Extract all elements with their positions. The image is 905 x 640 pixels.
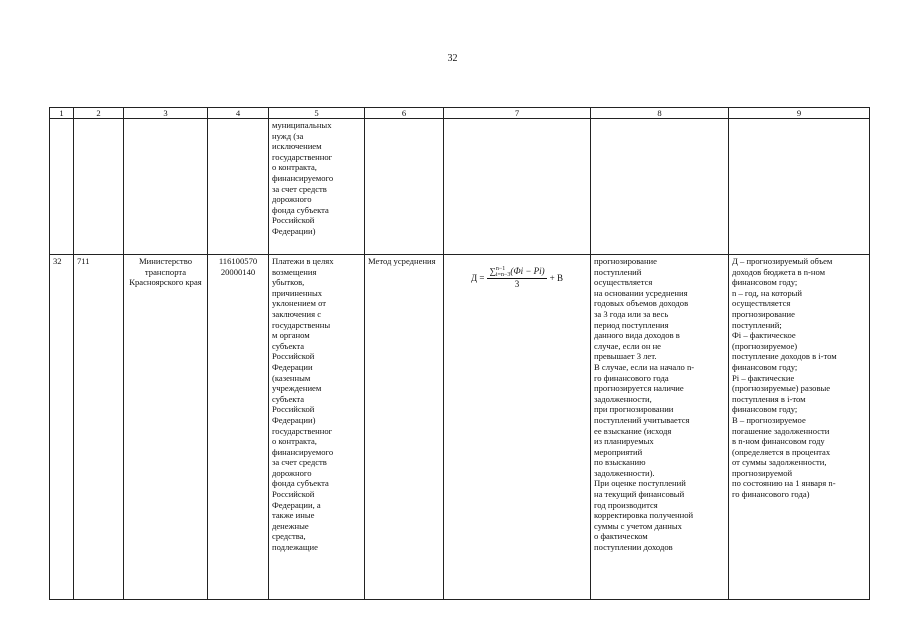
- kbk-code-cell: 116100570 20000140: [208, 255, 269, 600]
- column-header: 8: [591, 108, 729, 119]
- formula-fraction: [487, 266, 546, 290]
- column-number-row: [50, 108, 870, 119]
- payment-description-cell: муниципальных нужд (за исключением государственног о контракта, финансируемого за счет средств дорожного фонда субъекта Российской Федерации): [269, 119, 365, 255]
- revenue-forecast-table: [49, 107, 870, 600]
- column-header: 1: [50, 108, 74, 119]
- payment-description-cell: Платежи в целях возмещения убытков, причиненных уклонением от заключения с государственны м органом субъекта Российской Федерации (казенным учреждением субъекта Российской Федерации) государственног о контракта, финансируемого за счет средств дорожного фонда субъекта Российской Федерации, а также иные денежные средства, подлежащие: [269, 255, 365, 600]
- formula-rhs: + В: [549, 272, 563, 283]
- table-cell: [124, 119, 208, 255]
- table-cell: [74, 119, 124, 255]
- sum-lower-limit: i=n−3: [495, 272, 511, 278]
- column-header: 5: [269, 108, 365, 119]
- method-description-cell: прогнозирование поступлений осуществляется на основании усреднения годовых объемов доходов за 3 года или за весь период поступления данного вида доходов в случае, если он не превышает 3 лет. В случае, если на начало n- го финансового года прогнозируется наличие задолженности, при прогнозировании поступлений учитывается ее взыскание (исходя из планируемых мероприятий по взысканию задолженности). При оценке поступлений на текущий финансовый год производится корректировка полученной суммы с учетом данных о фактическом поступлении доходов: [591, 255, 729, 600]
- table-cell: [50, 119, 74, 255]
- formula-legend-cell: Д – прогнозируемый объем доходов бюджета в n-ном финансовом году; n – год, на который осуществляется прогнозирование поступлений; Фi – фактическое (прогнозируемое) поступление доходов в i-том финансовом году; Pi – фактические (прогнозируемые) разовые поступления в i-том финансовом году; В – прогнозируемое погашение задолженности в n-ном финансовом году (определяется в процентах от суммы задолженности, прогнозируемой по состоянию на 1 января n- го финансового года): [729, 255, 870, 600]
- table-cell: [729, 119, 870, 255]
- formula-cell: [444, 255, 591, 600]
- table-row-continued: [50, 119, 870, 255]
- column-header: 7: [444, 108, 591, 119]
- sum-term: (Фi − Pi): [510, 266, 545, 277]
- row-number-cell: 32: [50, 255, 74, 600]
- table-cell: [365, 119, 444, 255]
- table-row-32: [50, 255, 870, 600]
- table-cell: [208, 119, 269, 255]
- administrator-name-cell: Министерство транспорта Красноярского края: [124, 255, 208, 600]
- column-header: 4: [208, 108, 269, 119]
- formula-lhs: Д =: [471, 272, 485, 283]
- column-header: 2: [74, 108, 124, 119]
- table-cell: [591, 119, 729, 255]
- formula-denominator: 3: [514, 279, 520, 289]
- sum-upper-limit: n−1: [495, 266, 506, 272]
- forecast-formula: [447, 266, 587, 290]
- page-number: 32: [447, 53, 458, 64]
- method-cell: Метод усреднения: [365, 255, 444, 600]
- formula-numerator: ∑ n−1 i=n−3 (Фi − Pi): [489, 266, 545, 278]
- table-cell: [444, 119, 591, 255]
- column-header: 9: [729, 108, 870, 119]
- admin-code-cell: 711: [74, 255, 124, 600]
- column-header: 6: [365, 108, 444, 119]
- column-header: 3: [124, 108, 208, 119]
